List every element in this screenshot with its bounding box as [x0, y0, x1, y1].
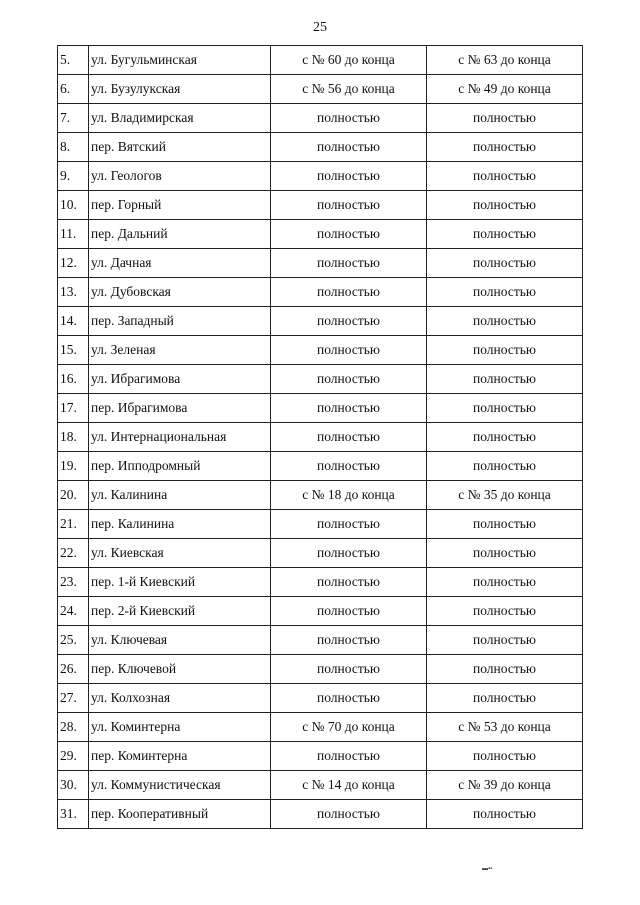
- even-side-range: полностью: [427, 742, 583, 771]
- odd-side-range: полностью: [271, 249, 427, 278]
- table-row: [58, 568, 583, 597]
- odd-side-range: полностью: [271, 365, 427, 394]
- table-row: [58, 46, 583, 75]
- table-row: [58, 307, 583, 336]
- street-name: ул. Колхозная: [89, 684, 271, 713]
- even-side-range: с № 49 до конца: [427, 75, 583, 104]
- odd-side-range: с № 56 до конца: [271, 75, 427, 104]
- street-name: ул. Геологов: [89, 162, 271, 191]
- even-side-range: с № 39 до конца: [427, 771, 583, 800]
- row-number: 8.: [58, 133, 89, 162]
- table-row: [58, 800, 583, 829]
- row-number: 21.: [58, 510, 89, 539]
- odd-side-range: полностью: [271, 394, 427, 423]
- row-number: 31.: [58, 800, 89, 829]
- even-side-range: полностью: [427, 597, 583, 626]
- even-side-range: полностью: [427, 336, 583, 365]
- even-side-range: полностью: [427, 539, 583, 568]
- even-side-range: с № 63 до конца: [427, 46, 583, 75]
- street-name: пер. Вятский: [89, 133, 271, 162]
- even-side-range: полностью: [427, 220, 583, 249]
- row-number: 6.: [58, 75, 89, 104]
- row-number: 25.: [58, 626, 89, 655]
- even-side-range: полностью: [427, 249, 583, 278]
- table-row: [58, 220, 583, 249]
- table-row: [58, 597, 583, 626]
- odd-side-range: полностью: [271, 336, 427, 365]
- even-side-range: полностью: [427, 133, 583, 162]
- odd-side-range: с № 60 до конца: [271, 46, 427, 75]
- odd-side-range: полностью: [271, 104, 427, 133]
- odd-side-range: полностью: [271, 742, 427, 771]
- row-number: 17.: [58, 394, 89, 423]
- row-number: 26.: [58, 655, 89, 684]
- street-name: ул. Владимирская: [89, 104, 271, 133]
- street-name: ул. Бугульминская: [89, 46, 271, 75]
- street-name: пер. Западный: [89, 307, 271, 336]
- street-name: ул. Калинина: [89, 481, 271, 510]
- street-name: ул. Коммунистическая: [89, 771, 271, 800]
- odd-side-range: полностью: [271, 278, 427, 307]
- even-side-range: полностью: [427, 104, 583, 133]
- odd-side-range: полностью: [271, 162, 427, 191]
- table-row: [58, 75, 583, 104]
- row-number: 20.: [58, 481, 89, 510]
- row-number: 7.: [58, 104, 89, 133]
- table-row: [58, 365, 583, 394]
- street-name: пер. Ибрагимова: [89, 394, 271, 423]
- table-row: [58, 742, 583, 771]
- odd-side-range: с № 18 до конца: [271, 481, 427, 510]
- street-name: пер. Ипподромный: [89, 452, 271, 481]
- table-row: [58, 336, 583, 365]
- even-side-range: полностью: [427, 452, 583, 481]
- odd-side-range: полностью: [271, 597, 427, 626]
- table-row: [58, 655, 583, 684]
- odd-side-range: полностью: [271, 626, 427, 655]
- even-side-range: полностью: [427, 307, 583, 336]
- even-side-range: полностью: [427, 626, 583, 655]
- row-number: 13.: [58, 278, 89, 307]
- table-row: [58, 249, 583, 278]
- street-name: пер. Калинина: [89, 510, 271, 539]
- street-name: ул. Киевская: [89, 539, 271, 568]
- street-name: ул. Интернациональная: [89, 423, 271, 452]
- row-number: 11.: [58, 220, 89, 249]
- odd-side-range: полностью: [271, 684, 427, 713]
- table-body: [58, 46, 583, 829]
- table-row: [58, 133, 583, 162]
- street-name: пер. Дальний: [89, 220, 271, 249]
- row-number: 12.: [58, 249, 89, 278]
- row-number: 28.: [58, 713, 89, 742]
- row-number: 22.: [58, 539, 89, 568]
- row-number: 16.: [58, 365, 89, 394]
- even-side-range: полностью: [427, 568, 583, 597]
- even-side-range: полностью: [427, 191, 583, 220]
- even-side-range: полностью: [427, 162, 583, 191]
- table-row: [58, 191, 583, 220]
- street-name: ул. Дачная: [89, 249, 271, 278]
- row-number: 23.: [58, 568, 89, 597]
- row-number: 24.: [58, 597, 89, 626]
- street-name: ул. Коминтерна: [89, 713, 271, 742]
- scan-artifact-mark: ▬▪▪: [482, 866, 493, 872]
- street-name: пер. Горный: [89, 191, 271, 220]
- streets-table: [57, 45, 583, 829]
- odd-side-range: полностью: [271, 539, 427, 568]
- even-side-range: полностью: [427, 423, 583, 452]
- odd-side-range: полностью: [271, 452, 427, 481]
- street-name: пер. Коминтерна: [89, 742, 271, 771]
- row-number: 9.: [58, 162, 89, 191]
- table-row: [58, 684, 583, 713]
- street-name: пер. Кооперативный: [89, 800, 271, 829]
- even-side-range: полностью: [427, 510, 583, 539]
- street-name: ул. Ключевая: [89, 626, 271, 655]
- street-name: ул. Ибрагимова: [89, 365, 271, 394]
- table-row: [58, 104, 583, 133]
- street-name: пер. Ключевой: [89, 655, 271, 684]
- street-name: ул. Зеленая: [89, 336, 271, 365]
- odd-side-range: полностью: [271, 423, 427, 452]
- table-row: [58, 713, 583, 742]
- even-side-range: полностью: [427, 394, 583, 423]
- odd-side-range: с № 14 до конца: [271, 771, 427, 800]
- table-row: [58, 771, 583, 800]
- row-number: 29.: [58, 742, 89, 771]
- street-name: пер. 1-й Киевский: [89, 568, 271, 597]
- row-number: 18.: [58, 423, 89, 452]
- odd-side-range: полностью: [271, 800, 427, 829]
- row-number: 10.: [58, 191, 89, 220]
- odd-side-range: полностью: [271, 133, 427, 162]
- street-name: пер. 2-й Киевский: [89, 597, 271, 626]
- row-number: 27.: [58, 684, 89, 713]
- even-side-range: полностью: [427, 655, 583, 684]
- odd-side-range: с № 70 до конца: [271, 713, 427, 742]
- odd-side-range: полностью: [271, 220, 427, 249]
- row-number: 14.: [58, 307, 89, 336]
- table-row: [58, 510, 583, 539]
- row-number: 19.: [58, 452, 89, 481]
- odd-side-range: полностью: [271, 510, 427, 539]
- table-row: [58, 539, 583, 568]
- table-row: [58, 423, 583, 452]
- even-side-range: полностью: [427, 278, 583, 307]
- table-row: [58, 452, 583, 481]
- street-name: ул. Дубовская: [89, 278, 271, 307]
- odd-side-range: полностью: [271, 568, 427, 597]
- odd-side-range: полностью: [271, 655, 427, 684]
- table-row: [58, 162, 583, 191]
- table-row: [58, 394, 583, 423]
- street-name: ул. Бузулукская: [89, 75, 271, 104]
- row-number: 30.: [58, 771, 89, 800]
- even-side-range: полностью: [427, 800, 583, 829]
- table-row: [58, 278, 583, 307]
- even-side-range: с № 53 до конца: [427, 713, 583, 742]
- even-side-range: полностью: [427, 365, 583, 394]
- table-row: [58, 481, 583, 510]
- odd-side-range: полностью: [271, 191, 427, 220]
- even-side-range: с № 35 до конца: [427, 481, 583, 510]
- row-number: 15.: [58, 336, 89, 365]
- row-number: 5.: [58, 46, 89, 75]
- even-side-range: полностью: [427, 684, 583, 713]
- odd-side-range: полностью: [271, 307, 427, 336]
- table-row: [58, 626, 583, 655]
- page-number: 25: [313, 20, 327, 35]
